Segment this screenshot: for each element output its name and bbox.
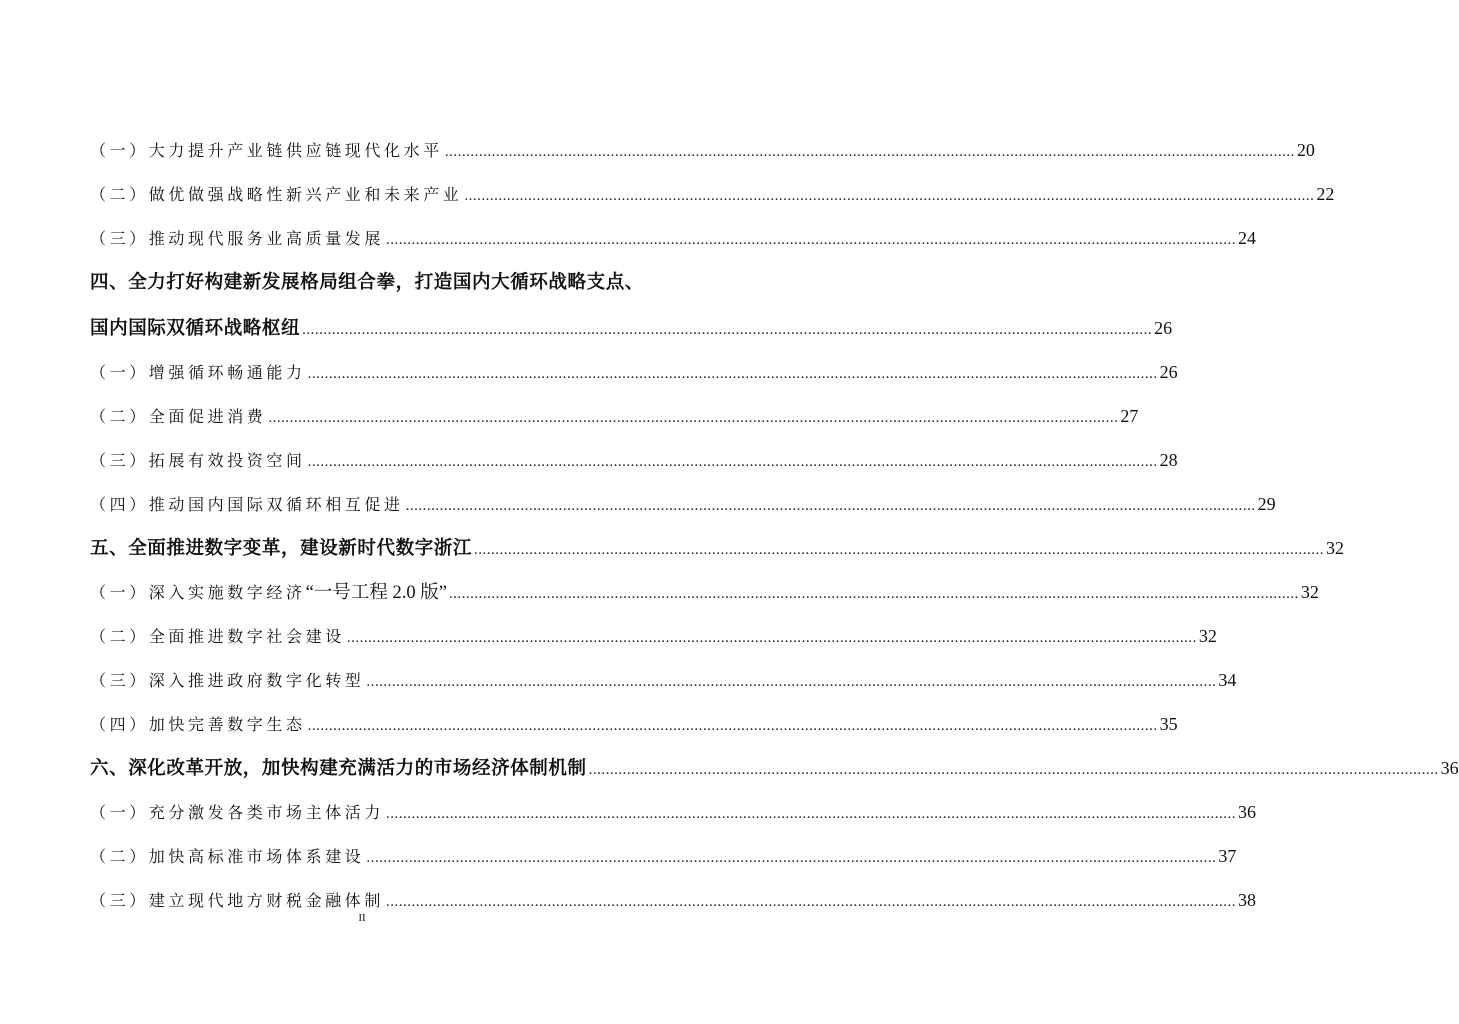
dot-leader: ........................................................................................................................................................................................................ <box>346 630 1197 646</box>
toc-entry-title: （一）大力提升产业链供应链现代化水平 <box>90 141 443 160</box>
toc-entry[interactable] <box>90 570 1319 614</box>
toc-entry[interactable] <box>90 438 1178 482</box>
dot-leader: ........................................................................................................................................................................................................ <box>386 232 1237 248</box>
page-number-footer: II <box>358 912 366 924</box>
toc-entry[interactable] <box>90 834 1237 878</box>
toc-entry-page: 38 <box>1238 890 1257 910</box>
toc-section-heading[interactable] <box>90 526 1345 570</box>
toc-entry-page: 34 <box>1218 670 1237 690</box>
toc-entry[interactable] <box>90 172 1335 216</box>
toc-entry-title: （四）加快完善数字生态 <box>90 715 306 734</box>
dot-leader: ........................................................................................................................................................................................................ <box>366 674 1217 690</box>
dot-leader: ........................................................................................................................................................................................................ <box>448 586 1299 602</box>
toc-entry-title: （三）建立现代地方财税金融体制 <box>90 891 385 910</box>
dot-leader: ........................................................................................................................................................................................................ <box>588 762 1439 778</box>
toc-entry-page: 26 <box>1159 362 1178 382</box>
toc-entry-page: 35 <box>1159 714 1178 734</box>
toc-section-title: 六、深化改革开放，加快构建充满活力的市场经济体制机制 <box>90 758 587 779</box>
toc-entry-page: 32 <box>1300 582 1319 602</box>
toc-entry-title: （二）做优做强战略性新兴产业和未来产业 <box>90 185 463 204</box>
toc-section-title: 四、全力打好构建新发展格局组合拳，打造国内大循环战略支点、 <box>90 272 644 293</box>
toc-entry-page: 27 <box>1120 406 1139 426</box>
toc-entry-page: 32 <box>1198 626 1217 646</box>
toc-section-title: 国内国际双循环战略枢纽 <box>90 318 301 339</box>
toc-entry[interactable] <box>90 658 1237 702</box>
dot-leader: ........................................................................................................................................................................................................ <box>302 322 1153 338</box>
toc-entry[interactable] <box>90 216 1257 260</box>
toc-entry-page: 36 <box>1440 758 1459 778</box>
toc-entry-page: 26 <box>1154 318 1173 338</box>
toc-entry-title: （一）充分激发各类市场主体活力 <box>90 803 385 822</box>
toc-section-heading[interactable] <box>90 306 1173 350</box>
toc-entry[interactable] <box>90 614 1217 658</box>
toc-entry-page: 32 <box>1326 538 1345 558</box>
toc-entry-page: 22 <box>1316 184 1335 204</box>
toc-entry-title: （二）加快高标准市场体系建设 <box>90 847 365 866</box>
toc-entry-title: （二）全面推进数字社会建设 <box>90 627 345 646</box>
toc-section-heading[interactable] <box>90 260 644 306</box>
dot-leader: ........................................................................................................................................................................................................ <box>444 144 1295 160</box>
toc-entry-page: 36 <box>1238 802 1257 822</box>
toc-entry-page: 29 <box>1257 494 1276 514</box>
toc-entry-title: （三）深入推进政府数字化转型 <box>90 671 365 690</box>
dot-leader: ........................................................................................................................................................................................................ <box>464 188 1315 204</box>
toc-entry-title-quote: “一号工程 2.0 版” <box>305 583 447 603</box>
toc-entry-title: （三）拓展有效投资空间 <box>90 451 306 470</box>
dot-leader: ........................................................................................................................................................................................................ <box>307 366 1158 382</box>
dot-leader: ........................................................................................................................................................................................................ <box>386 894 1237 910</box>
dot-leader: ........................................................................................................................................................................................................ <box>307 718 1158 734</box>
toc-entry[interactable] <box>90 482 1276 526</box>
dot-leader: ........................................................................................................................................................................................................ <box>474 542 1325 558</box>
dot-leader: ........................................................................................................................................................................................................ <box>386 806 1237 822</box>
toc-entry-page: 24 <box>1238 228 1257 248</box>
toc-entry[interactable] <box>90 394 1139 438</box>
toc-entry[interactable] <box>90 128 1315 172</box>
toc-entry-page: 37 <box>1218 846 1237 866</box>
dot-leader: ........................................................................................................................................................................................................ <box>307 454 1158 470</box>
table-of-contents <box>90 128 1459 922</box>
toc-entry-title: （四）推动国内国际双循环相互促进 <box>90 495 404 514</box>
toc-entry[interactable] <box>90 350 1178 394</box>
dot-leader: ........................................................................................................................................................................................................ <box>268 410 1119 426</box>
toc-section-heading[interactable] <box>90 746 1459 790</box>
toc-entry-title: （三）推动现代服务业高质量发展 <box>90 229 385 248</box>
toc-entry-title: （一）深入实施数字经济 <box>90 583 306 602</box>
toc-section-title: 五、全面推进数字变革，建设新时代数字浙江 <box>90 538 473 559</box>
dot-leader: ........................................................................................................................................................................................................ <box>366 850 1217 866</box>
toc-entry-title: （一）增强循环畅通能力 <box>90 363 306 382</box>
toc-entry-title: （二）全面促进消费 <box>90 407 267 426</box>
toc-entry[interactable] <box>90 790 1257 834</box>
toc-entry-page: 28 <box>1159 450 1178 470</box>
toc-entry-page: 20 <box>1296 140 1315 160</box>
dot-leader: ........................................................................................................................................................................................................ <box>405 498 1256 514</box>
toc-entry[interactable] <box>90 702 1178 746</box>
